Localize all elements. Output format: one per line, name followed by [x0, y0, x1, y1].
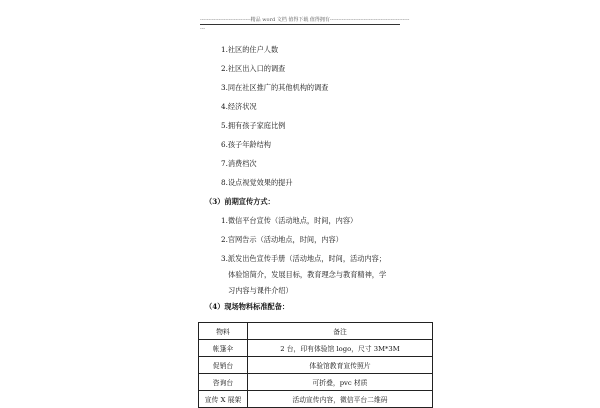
- table-row: [199, 340, 433, 357]
- list-item: 2.社区出入口的调查: [221, 64, 286, 73]
- list-item-continuation: 体验馆简介，发展目标，教育理念与教育精神，学: [228, 270, 387, 279]
- table-cell: 可折叠，pvc 材质: [248, 374, 433, 391]
- table-cell: 宣传 X 展架: [199, 391, 248, 408]
- table-cell: 咨询台: [199, 374, 248, 391]
- list-item: 2.官网告示（活动地点，时间，内容）: [221, 235, 343, 244]
- table-cell: 帐篷伞: [199, 340, 248, 357]
- table-header-row: [199, 323, 433, 340]
- table-cell: 体验馆教育宣传照片: [248, 357, 433, 374]
- list-item: 5.拥有孩子家庭比例: [221, 121, 286, 130]
- table-header-cell: 备注: [248, 323, 433, 340]
- header-divider: [200, 24, 400, 25]
- list-item: 3.派发出色宣传手册（活动地点，时间，活动内容；: [221, 254, 386, 263]
- materials-table: [198, 322, 433, 408]
- list-item: 1.微信平台宣传（活动地点，时间，内容）: [221, 216, 358, 225]
- table-row: [199, 374, 433, 391]
- section-heading: （3）前期宣传方式：: [205, 197, 275, 206]
- table-row: [199, 357, 433, 374]
- list-item: 8.设点视觉效果的提升: [221, 178, 293, 187]
- list-item: 1.社区的住户人数: [221, 45, 279, 54]
- list-item: 4.经济状况: [221, 102, 257, 111]
- header-tail: ---: [200, 26, 206, 32]
- list-item: 3.同在社区推广的其他机构的调查: [221, 83, 329, 92]
- table-row: [199, 391, 433, 408]
- list-item: 7.消费档次: [221, 159, 257, 168]
- header-text: ------------------------------精品 word 文档 值得下载 值得拥有-----------------------------------------------: [200, 17, 410, 23]
- list-item: 6.孩子年龄结构: [221, 140, 271, 149]
- table-cell: 促销台: [199, 357, 248, 374]
- table-cell: 2 台，印有体验馆 logo，尺寸 3M*3M: [248, 340, 433, 357]
- table-cell: 活动宣传内容，微信平台二维码: [248, 391, 433, 408]
- list-item-continuation: 习内容与课件介绍）: [228, 286, 293, 295]
- section-heading: （4）现场物料标准配备：: [205, 302, 290, 311]
- table-header-cell: 物料: [199, 323, 248, 340]
